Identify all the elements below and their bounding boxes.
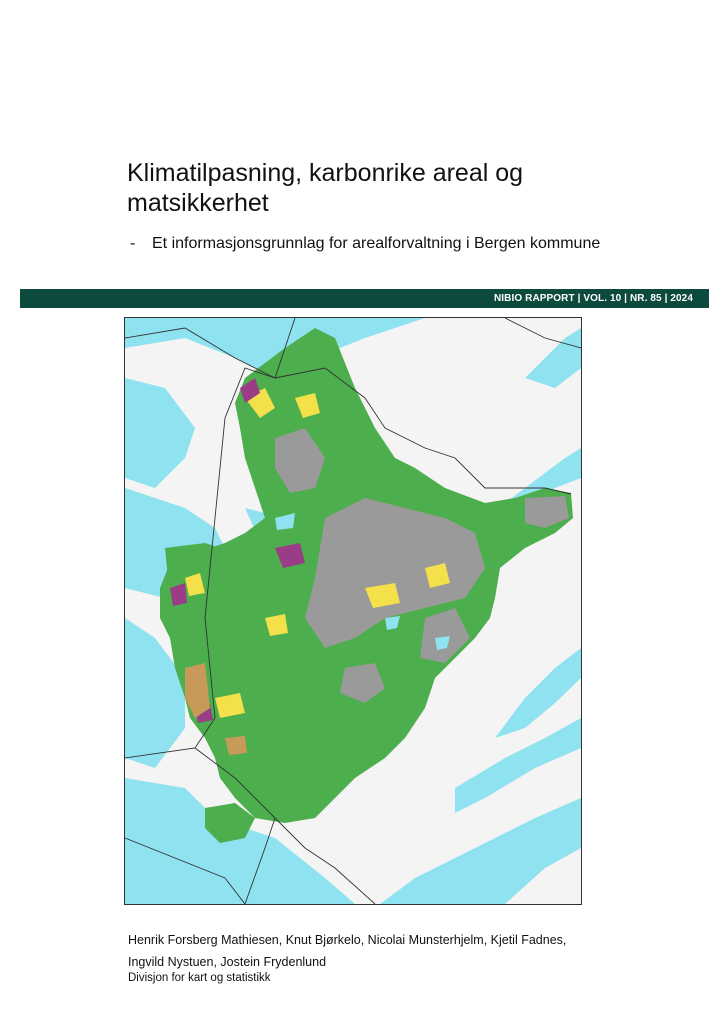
cover-map	[124, 317, 582, 905]
subtitle-dash: -	[130, 235, 136, 252]
report-banner	[20, 289, 709, 308]
report-subtitle	[130, 233, 700, 255]
author-list	[128, 929, 688, 973]
division-name: Divisjon for kart og statistikk	[128, 972, 271, 984]
report-title: Klimatilpasning, karbonrike areal og matsikkerhet	[127, 159, 524, 217]
authors-line-1: Henrik Forsberg Mathiesen, Knut Bjørkelo, Nicolai Munsterhjelm, Kjetil Fadnes,	[128, 933, 567, 947]
land-cover-map-svg	[125, 318, 581, 904]
banner-series-info: NIBIO RAPPORT | VOL. 10 | NR. 85 | 2024	[493, 293, 693, 304]
authors-line-2: Ingvild Nystuen, Jostein Frydenlund	[128, 955, 327, 969]
subtitle-text: Et informasjonsgrunnlag for arealforvaltning i Bergen kommune	[152, 235, 601, 252]
